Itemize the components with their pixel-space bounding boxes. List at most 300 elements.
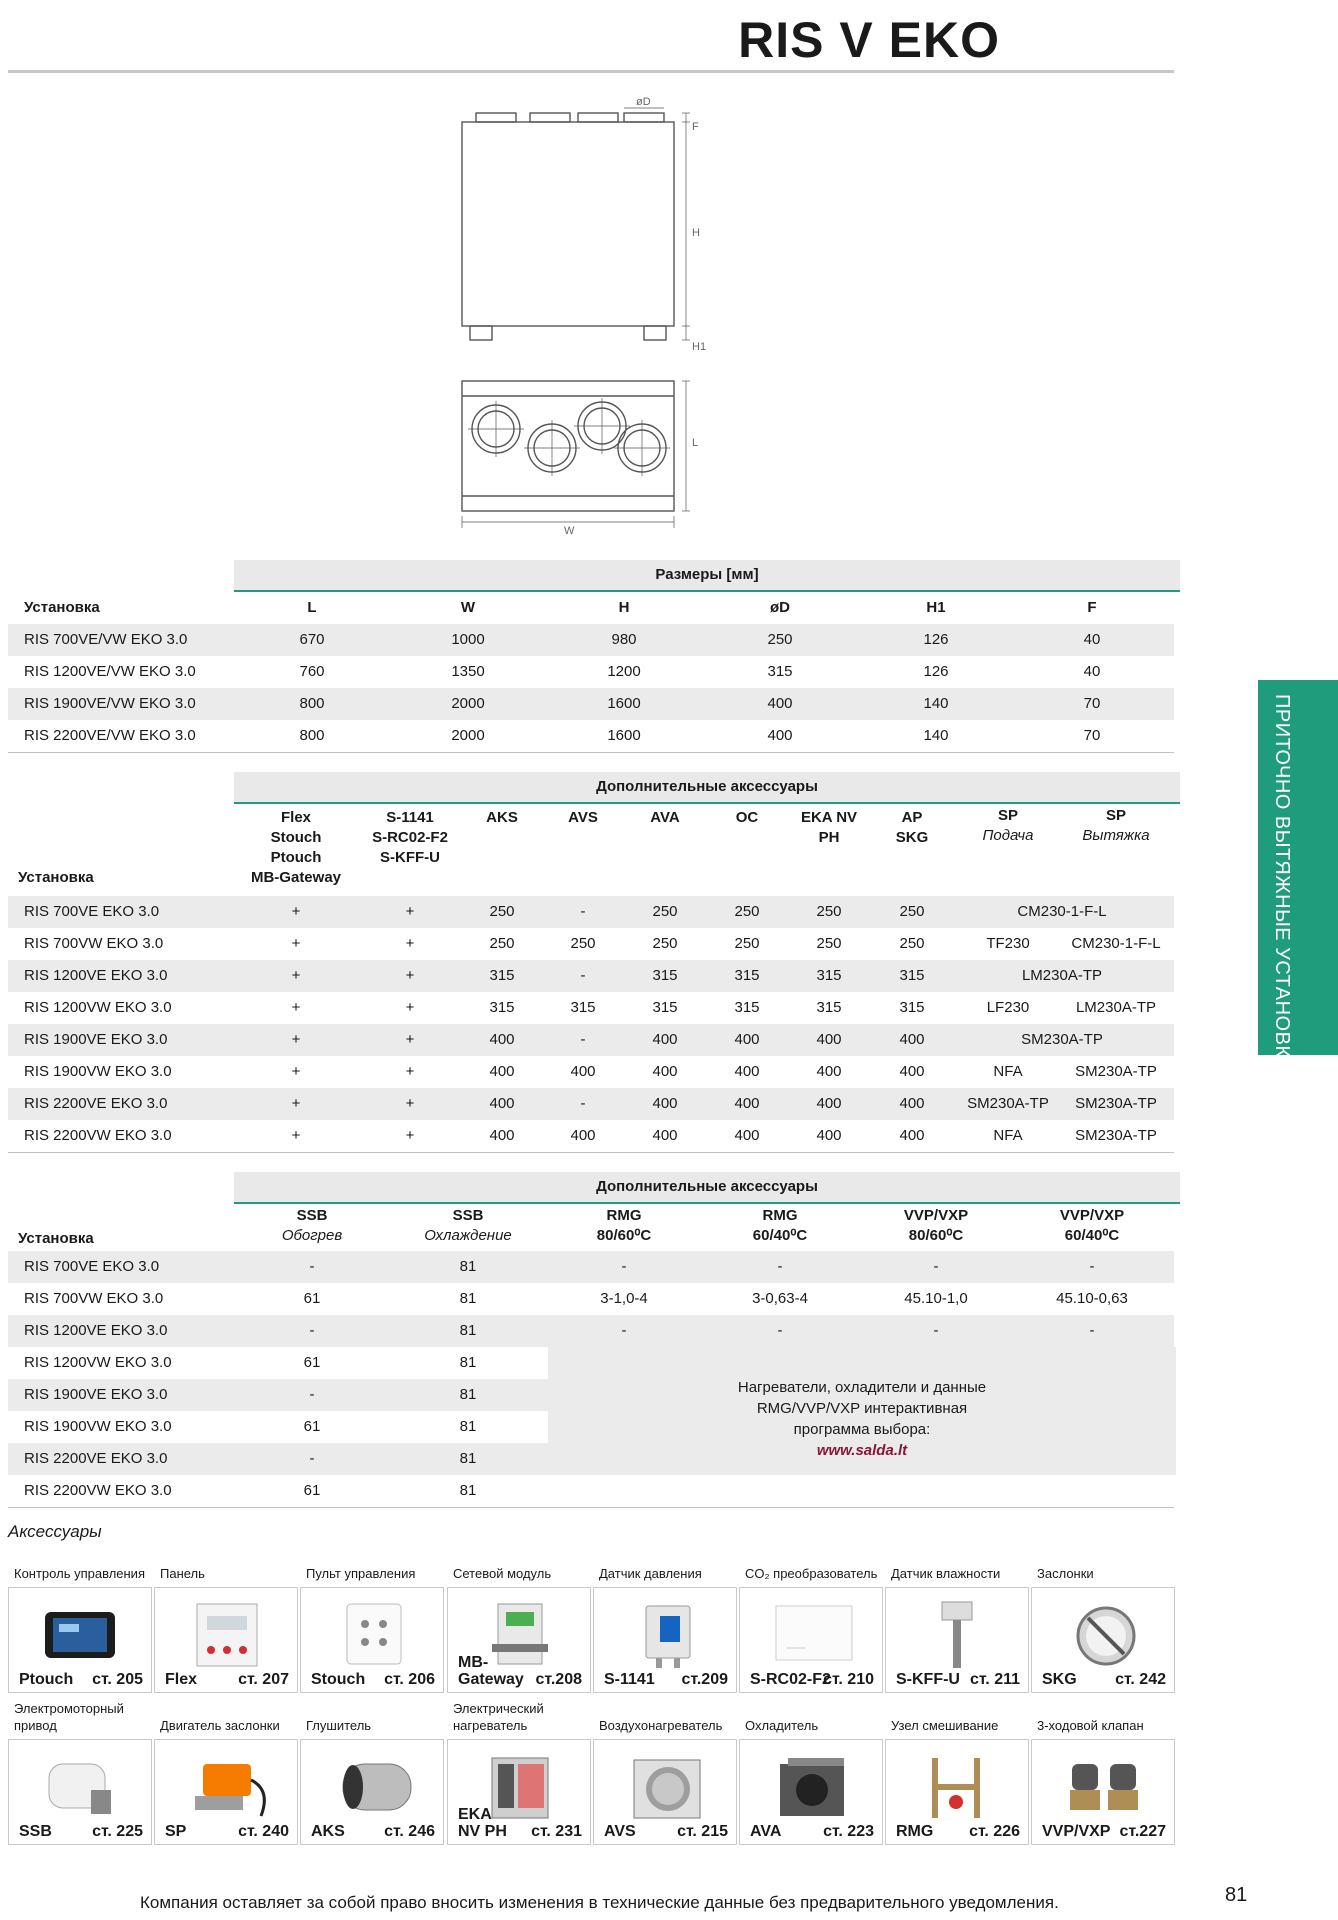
sp-cell-merged: CM230-1-F-L [1017, 903, 1107, 920]
accessory-name: Stouch [311, 1671, 366, 1688]
accessory-card[interactable] [154, 1587, 298, 1693]
table-cell: + [291, 1063, 301, 1080]
table-cell: 315 [899, 967, 925, 984]
accessory-name: SKG [1042, 1671, 1077, 1688]
acc2-header-1 [393, 1206, 543, 1246]
accessory-name: RMG [896, 1823, 934, 1840]
table-cell: 400 [489, 1063, 515, 1080]
table-cell: + [405, 935, 415, 952]
table-cell: - [1089, 1322, 1095, 1339]
table-cell: 61 [303, 1354, 321, 1371]
table-cell: - [621, 1322, 627, 1339]
header-sub: 60/40⁰C [752, 1227, 808, 1244]
table-cell: 400 [489, 1127, 515, 1144]
row-label: RIS 1200VW EKO 3.0 [24, 999, 172, 1016]
table-cell: + [405, 1095, 415, 1112]
silencer-icon [327, 1750, 423, 1822]
table-cell: 140 [923, 695, 949, 712]
table-cell: 800 [299, 695, 325, 712]
sp-cell: NFA [993, 1063, 1023, 1080]
section-side-tab-label: ПРИТОЧНО ВЫТЯЖНЫЕ УСТАНОВКИ [1271, 694, 1293, 1073]
accessory-page-ref: ст. 223 [823, 1823, 874, 1840]
table-cell: - [933, 1258, 939, 1275]
damper-motor-icon [181, 1750, 277, 1822]
table-cell: 315 [489, 967, 515, 984]
table-cell: + [405, 999, 415, 1016]
table-cell: 250 [652, 935, 678, 952]
sp-header-name: SP [1105, 807, 1126, 824]
row-label: RIS 1200VW EKO 3.0 [24, 1354, 172, 1371]
cooler-icon [766, 1750, 862, 1822]
table-cell: 400 [734, 1127, 760, 1144]
table-cell: + [405, 1063, 415, 1080]
header-sub: 60/40⁰C [1064, 1227, 1120, 1244]
sp-cell-merged: LM230A-TP [1021, 967, 1103, 984]
table-row [8, 688, 1174, 720]
table-cell: 250 [899, 903, 925, 920]
table-cell: 800 [299, 727, 325, 744]
dims-header-0: L [307, 599, 317, 616]
accessory-page-ref: ст. 215 [677, 1823, 728, 1840]
table-cell: 315 [734, 999, 760, 1016]
table-row [8, 1251, 1174, 1283]
row-label: RIS 2200VW EKO 3.0 [24, 1482, 172, 1499]
table-cell: 40 [1083, 663, 1101, 680]
table-cell: 1600 [607, 727, 641, 744]
accessory-card[interactable] [447, 1739, 591, 1845]
table-row [8, 1475, 548, 1507]
install-column-header: Установка [24, 599, 100, 616]
row-label: RIS 1200VE/VW EKO 3.0 [24, 663, 196, 680]
actuator-icon [35, 1750, 131, 1822]
acc1-sp-header-1 [1056, 806, 1176, 846]
table-cell: + [291, 1095, 301, 1112]
accessory-card[interactable] [447, 1587, 591, 1693]
table-bottom-rule [8, 1507, 1174, 1508]
table-cell: 250 [767, 631, 793, 648]
table-cell: 45.10-1,0 [904, 1290, 968, 1307]
dims-header-3: øD [770, 599, 790, 616]
table-cell: 1600 [607, 695, 641, 712]
accessories-group-header-1: Дополнительные аксессуары [234, 772, 1180, 804]
table-cell: 400 [816, 1031, 842, 1048]
pressure-sensor-icon [620, 1598, 716, 1670]
accessory-page-ref: ст.208 [535, 1671, 582, 1688]
table-row [8, 624, 1174, 656]
table-cell: 250 [652, 903, 678, 920]
table-cell: 400 [899, 1031, 925, 1048]
table-cell: - [1089, 1258, 1095, 1275]
table-cell: 70 [1083, 695, 1101, 712]
acc1-header-4: AVA [650, 809, 680, 826]
row-label: RIS 1900VE/VW EKO 3.0 [24, 695, 196, 712]
table-cell: + [291, 903, 301, 920]
table-cell: 250 [734, 935, 760, 952]
table-cell: + [405, 1127, 415, 1144]
table-bottom-rule [8, 1152, 1174, 1153]
row-label: RIS 700VW EKO 3.0 [24, 1290, 164, 1307]
table-cell: 3-0,63-4 [752, 1290, 808, 1307]
section-side-tab [1258, 680, 1338, 1073]
accessory-label: Панель [160, 1566, 205, 1581]
table-cell: 400 [652, 1031, 678, 1048]
accessory-card[interactable] [885, 1739, 1029, 1845]
table-cell: 250 [489, 935, 515, 952]
acc1-header-5: OC [735, 809, 759, 826]
accessory-label: Заслонки [1037, 1566, 1094, 1581]
accessory-card[interactable] [1031, 1739, 1175, 1845]
accessory-card[interactable] [154, 1739, 298, 1845]
table-cell: - [580, 1031, 586, 1048]
row-label: RIS 700VE EKO 3.0 [24, 1258, 160, 1275]
footer-disclaimer: Компания оставляет за собой право вносить изменения в технические данные без предварительного уведомления. [140, 1893, 1059, 1912]
table-cell: 315 [570, 999, 596, 1016]
acc2-header-0 [237, 1206, 387, 1246]
accessory-card[interactable] [593, 1587, 737, 1693]
table-cell: 400 [570, 1063, 596, 1080]
row-label: RIS 1200VE EKO 3.0 [24, 967, 168, 984]
table-cell: 400 [734, 1063, 760, 1080]
table-cell: 315 [652, 999, 678, 1016]
accessory-page-ref: ст.209 [681, 1671, 728, 1688]
table-row [8, 656, 1174, 688]
accessories-table-2 [8, 1172, 1174, 1512]
sp-cell: NFA [993, 1127, 1023, 1144]
accessory-card[interactable] [1031, 1587, 1175, 1693]
table-row [8, 960, 1174, 992]
accessory-name: VVP/VXP [1042, 1823, 1111, 1840]
table-cell: 250 [489, 903, 515, 920]
table-cell: 400 [734, 1031, 760, 1048]
table-row [8, 1411, 548, 1443]
accessory-label: CO₂ преобразователь [745, 1566, 878, 1581]
table-cell: 760 [299, 663, 325, 680]
accessory-page-ref: ст. 225 [92, 1823, 143, 1840]
table-cell: 400 [899, 1095, 925, 1112]
salda-link[interactable]: www.salda.lt [816, 1442, 908, 1459]
accessory-label: Электромоторный привод [14, 1701, 124, 1733]
accessory-card[interactable] [300, 1739, 444, 1845]
table-cell: 250 [734, 903, 760, 920]
accessory-name: SP [165, 1823, 187, 1840]
table-row [8, 1120, 1174, 1152]
accessory-label: Контроль управления [14, 1566, 145, 1581]
table-cell: 2000 [451, 695, 485, 712]
accessory-label: Охладитель [745, 1718, 819, 1733]
header-sub: 80/60⁰C [908, 1227, 964, 1244]
three-way-valve-icon [1058, 1750, 1154, 1822]
sp-cell: LF230 [986, 999, 1030, 1016]
accessory-page-ref: ст. 246 [384, 1823, 435, 1840]
accessory-name: AVA [750, 1823, 782, 1840]
accessory-card[interactable] [739, 1739, 883, 1845]
acc1-sp-header-0 [948, 806, 1068, 846]
table-cell: 81 [459, 1386, 477, 1403]
water-heater-icon [620, 1750, 716, 1822]
table-cell: 81 [459, 1482, 477, 1499]
sp-cell: LM230A-TP [1075, 999, 1157, 1016]
table-cell: + [291, 1127, 301, 1144]
table-cell: 400 [489, 1031, 515, 1048]
header-name: RMG [606, 1207, 642, 1224]
drawing-label-w: W [564, 525, 575, 536]
row-label: RIS 700VE EKO 3.0 [24, 903, 160, 920]
sp-cell: SM230A-TP [967, 1095, 1049, 1112]
table-cell: 400 [652, 1127, 678, 1144]
row-label: RIS 1900VW EKO 3.0 [24, 1418, 172, 1435]
table-cell: - [777, 1322, 783, 1339]
table-cell: 81 [459, 1418, 477, 1435]
table-cell: 315 [899, 999, 925, 1016]
sp-header-sub: Подача [982, 827, 1034, 844]
sp-cell-merged: SM230A-TP [1021, 1031, 1103, 1048]
table-row [8, 1379, 548, 1411]
accessory-page-ref: ст. 210 [823, 1671, 874, 1688]
table-cell: - [621, 1258, 627, 1275]
accessory-card[interactable] [885, 1587, 1029, 1693]
table-cell: 250 [570, 935, 596, 952]
table-cell: 400 [767, 695, 793, 712]
row-label: RIS 2200VE EKO 3.0 [24, 1095, 168, 1112]
table-cell: 400 [652, 1095, 678, 1112]
table-cell: - [580, 1095, 586, 1112]
accessory-label: Узел смешивание [891, 1718, 999, 1733]
accessory-name: S-KFF-U [896, 1671, 960, 1688]
table-row [8, 1443, 548, 1475]
table-cell: + [291, 999, 301, 1016]
table-cell: 250 [816, 935, 842, 952]
table-cell: 315 [489, 999, 515, 1016]
table-row [8, 992, 1174, 1024]
accessory-page-ref: ст. 205 [92, 1671, 143, 1688]
accessory-card[interactable] [8, 1587, 152, 1693]
accessory-label: Сетевой модуль [453, 1566, 552, 1581]
row-label: RIS 700VW EKO 3.0 [24, 935, 164, 952]
accessory-card[interactable] [593, 1739, 737, 1845]
accessory-name: MB- Gateway [458, 1654, 524, 1688]
row-label: RIS 2200VE EKO 3.0 [24, 1450, 168, 1467]
accessory-name: AVS [604, 1823, 636, 1840]
header-sub: 80/60⁰C [596, 1227, 652, 1244]
table-cell: + [291, 967, 301, 984]
header-name: SSB [296, 1207, 328, 1224]
table-row [8, 1283, 1174, 1315]
dimension-drawing [440, 96, 720, 541]
table-cell: 400 [767, 727, 793, 744]
table-cell: 140 [923, 727, 949, 744]
accessory-label: Глушитель [306, 1718, 372, 1733]
header-name: VVP/VXP [903, 1207, 969, 1224]
table-cell: 250 [816, 903, 842, 920]
accessory-label: Двигатель заслонки [160, 1718, 280, 1733]
table-cell: 315 [767, 663, 793, 680]
sp-header-name: SP [997, 807, 1018, 824]
table-cell: 400 [899, 1063, 925, 1080]
accessory-card[interactable] [8, 1739, 152, 1845]
accessory-name: S-RC02-F2 [750, 1671, 831, 1688]
sp-cell: TF230 [986, 935, 1030, 952]
table-cell: 81 [459, 1322, 477, 1339]
table-cell: 315 [652, 967, 678, 984]
row-label: RIS 1900VE EKO 3.0 [24, 1031, 168, 1048]
co2-sensor-icon [766, 1598, 862, 1670]
header-name: RMG [762, 1207, 798, 1224]
sp-cell: SM230A-TP [1075, 1063, 1157, 1080]
table-cell: 400 [816, 1063, 842, 1080]
install-column-header: Установка [18, 869, 94, 886]
table-cell: 126 [923, 663, 949, 680]
table-cell: 70 [1083, 727, 1101, 744]
accessory-page-ref: ст. 226 [969, 1823, 1020, 1840]
table-cell: 980 [611, 631, 637, 648]
header-sub: Охлаждение [424, 1227, 512, 1244]
accessory-name: SSB [19, 1823, 52, 1840]
dimensions-table [8, 560, 1174, 752]
accessory-page-ref: ст.227 [1119, 1823, 1166, 1840]
table-cell: - [309, 1386, 315, 1403]
accessory-page-ref: ст. 231 [531, 1823, 582, 1840]
dims-header-4: H1 [926, 599, 946, 616]
table-cell: 400 [734, 1095, 760, 1112]
table-cell: 315 [816, 967, 842, 984]
table-cell: - [309, 1450, 315, 1467]
accessory-name: Ptouch [19, 1671, 74, 1688]
acc2-header-5 [1017, 1206, 1167, 1246]
table-cell: 400 [652, 1063, 678, 1080]
table-cell: 2000 [451, 727, 485, 744]
accessory-name: S-1141 [604, 1671, 655, 1688]
table-cell: - [309, 1258, 315, 1275]
acc1-header-2: AKS [486, 809, 518, 826]
table-cell: 315 [734, 967, 760, 984]
table-cell: 61 [303, 1418, 321, 1435]
page-number: 81 [1225, 1884, 1248, 1906]
table-row [8, 928, 1174, 960]
damper-icon [1058, 1598, 1154, 1670]
accessory-card[interactable] [300, 1587, 444, 1693]
header-name: SSB [452, 1207, 484, 1224]
table-cell: 81 [459, 1354, 477, 1371]
accessory-name: Flex [165, 1671, 198, 1688]
accessory-label: Датчик влажности [891, 1566, 1001, 1581]
accessory-label: Пульт управления [306, 1566, 416, 1581]
table-cell: 126 [923, 631, 949, 648]
table-bottom-rule [8, 752, 1174, 753]
table-cell: + [405, 967, 415, 984]
drawing-label-f: F [692, 121, 699, 133]
table-cell: + [291, 1031, 301, 1048]
table-cell: 1200 [607, 663, 641, 680]
table-cell: 40 [1083, 631, 1101, 648]
accessory-page-ref: ст. 206 [384, 1671, 435, 1688]
row-label: RIS 2200VW EKO 3.0 [24, 1127, 172, 1144]
acc1-header-0: Flex Stouch Ptouch MB-Gateway [250, 809, 342, 886]
acc1-header-6: EKA NV PH [800, 809, 858, 846]
table-cell: 81 [459, 1290, 477, 1307]
acc2-header-2 [549, 1206, 699, 1246]
accessory-label: Электрический нагреватель [453, 1701, 544, 1733]
table-cell: 1000 [451, 631, 485, 648]
accessory-label: 3-ходовой клапан [1037, 1718, 1144, 1733]
table-cell: + [291, 935, 301, 952]
table-row [8, 1315, 1174, 1347]
table-cell: + [405, 903, 415, 920]
selection-program-text: Нагреватели, охладители и данные RMG/VVP/VXP интерактивная программа выбора: [737, 1379, 987, 1438]
title-divider [8, 70, 1174, 73]
table-cell: 400 [570, 1127, 596, 1144]
accessory-label: Датчик давления [599, 1566, 702, 1581]
mixing-unit-icon [912, 1750, 1008, 1822]
flex-controller-icon [181, 1598, 277, 1670]
touch-panel-icon [35, 1598, 131, 1670]
sp-header-sub: Вытяжка [1082, 827, 1150, 844]
dims-header-1: W [460, 599, 476, 616]
header-sub: Обогрев [281, 1227, 343, 1244]
remote-panel-icon [327, 1598, 423, 1670]
accessory-card[interactable] [739, 1587, 883, 1693]
accessories-title: Аксессуары [8, 1522, 102, 1541]
header-name: VVP/VXP [1059, 1207, 1125, 1224]
dims-header-2: H [618, 599, 630, 616]
row-label: RIS 1200VE EKO 3.0 [24, 1322, 168, 1339]
accessory-page-ref: ст. 211 [969, 1671, 1020, 1688]
sp-cell: SM230A-TP [1075, 1095, 1157, 1112]
humidity-sensor-icon [912, 1598, 1008, 1670]
row-label: RIS 1900VW EKO 3.0 [24, 1063, 172, 1080]
accessory-name: AKS [311, 1823, 345, 1840]
table-cell: - [777, 1258, 783, 1275]
accessory-page-ref: ст. 242 [1115, 1671, 1166, 1688]
table-row [8, 1056, 1174, 1088]
table-cell: 61 [303, 1290, 321, 1307]
page-title: RIS V EKO [738, 12, 1000, 68]
row-label: RIS 2200VE/VW EKO 3.0 [24, 727, 196, 744]
table-cell: 315 [816, 999, 842, 1016]
row-label: RIS 1900VE EKO 3.0 [24, 1386, 168, 1403]
table-cell: 81 [459, 1450, 477, 1467]
table-cell: + [405, 1031, 415, 1048]
drawing-label-l: L [692, 437, 699, 449]
dims-header-5: F [1087, 599, 1097, 616]
sp-cell: CM230-1-F-L [1071, 935, 1161, 952]
table-cell: 670 [299, 631, 325, 648]
table-cell: 400 [489, 1095, 515, 1112]
table-cell: 61 [303, 1482, 321, 1499]
accessory-page-ref: ст. 207 [238, 1671, 289, 1688]
acc1-header-7: AP SKG [895, 809, 929, 846]
table-row [8, 896, 1174, 928]
drawing-label-h1: H1 [692, 341, 707, 353]
table-cell: 3-1,0-4 [600, 1290, 648, 1307]
acc2-header-4 [861, 1206, 1011, 1246]
dimensions-group-header: Размеры [мм] [234, 560, 1180, 592]
acc1-header-3: AVS [568, 809, 598, 826]
sp-cell: SM230A-TP [1075, 1127, 1157, 1144]
table-cell: 400 [816, 1127, 842, 1144]
accessory-name: EKA NV PH [458, 1806, 507, 1840]
table-cell: - [933, 1322, 939, 1339]
accessories-group-header-2: Дополнительные аксессуары [234, 1172, 1180, 1204]
install-column-header: Установка [18, 1230, 94, 1247]
acc1-header-1: S-1141 S-RC02-F2 S-KFF-U [372, 809, 448, 866]
table-cell: 400 [899, 1127, 925, 1144]
drawing-label-d: øD [636, 96, 651, 108]
table-cell: 81 [459, 1258, 477, 1275]
table-row [8, 1088, 1174, 1120]
table-cell: 250 [899, 935, 925, 952]
acc2-header-3 [705, 1206, 855, 1246]
table-cell: - [580, 903, 586, 920]
